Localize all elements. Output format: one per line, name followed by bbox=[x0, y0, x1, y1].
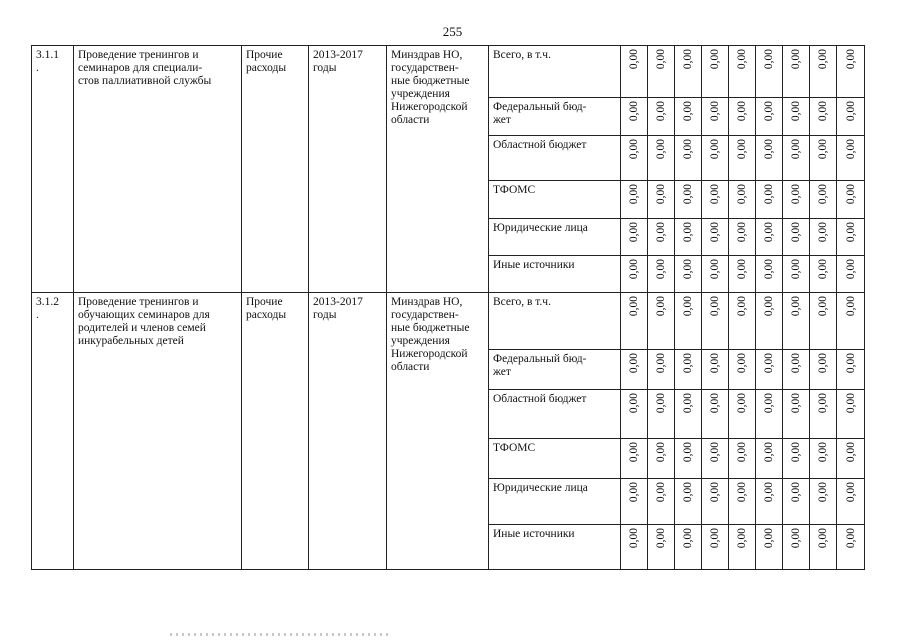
amount-value: 0,00 bbox=[709, 442, 721, 463]
amount-value: 0,00 bbox=[655, 222, 667, 243]
amount-value: 0,00 bbox=[844, 259, 857, 280]
amount-value: 0,00 bbox=[790, 49, 802, 70]
amount-value: 0,00 bbox=[655, 49, 667, 70]
amount-cell bbox=[729, 350, 756, 390]
amount-cell bbox=[675, 256, 702, 293]
amount-value: 0,00 bbox=[790, 442, 802, 463]
funding-source: Областной бюджет bbox=[489, 136, 621, 181]
amount-cell bbox=[621, 525, 648, 570]
amount-value: 0,00 bbox=[790, 482, 802, 503]
amount-value: 0,00 bbox=[763, 353, 775, 374]
amount-cell bbox=[621, 219, 648, 256]
amount-cell bbox=[756, 525, 783, 570]
amount-cell bbox=[675, 390, 702, 439]
amount-cell bbox=[702, 46, 729, 98]
amount-cell bbox=[783, 136, 810, 181]
amount-value: 0,00 bbox=[628, 184, 640, 205]
amount-cell bbox=[783, 256, 810, 293]
amount-value: 0,00 bbox=[655, 139, 667, 160]
amount-value: 0,00 bbox=[709, 528, 721, 549]
amount-cell bbox=[837, 98, 865, 136]
amount-value: 0,00 bbox=[736, 482, 748, 503]
activity-name: Проведение тренингов и обучающих семинаров для родителей и членов семей инкурабельных детей bbox=[74, 293, 242, 570]
amount-cell bbox=[810, 181, 837, 219]
amount-value: 0,00 bbox=[817, 49, 829, 70]
amount-cell bbox=[675, 350, 702, 390]
amount-cell bbox=[783, 525, 810, 570]
amount-value: 0,00 bbox=[817, 353, 829, 374]
amount-value: 0,00 bbox=[844, 393, 857, 414]
amount-value: 0,00 bbox=[790, 353, 802, 374]
amount-value: 0,00 bbox=[682, 222, 694, 243]
amount-value: 0,00 bbox=[655, 442, 667, 463]
amount-value: 0,00 bbox=[763, 393, 775, 414]
amount-value: 0,00 bbox=[709, 139, 721, 160]
amount-cell bbox=[621, 256, 648, 293]
amount-value: 0,00 bbox=[655, 101, 667, 122]
amount-value: 0,00 bbox=[628, 482, 640, 503]
amount-value: 0,00 bbox=[790, 101, 802, 122]
amount-cell bbox=[648, 46, 675, 98]
amount-cell bbox=[729, 46, 756, 98]
amount-cell bbox=[756, 293, 783, 350]
amount-cell bbox=[675, 46, 702, 98]
amount-value: 0,00 bbox=[844, 528, 857, 549]
row-number: 3.1.2 . bbox=[32, 293, 74, 570]
amount-cell bbox=[729, 293, 756, 350]
amount-cell bbox=[810, 136, 837, 181]
amount-value: 0,00 bbox=[709, 101, 721, 122]
table-row bbox=[32, 293, 865, 350]
amount-cell bbox=[810, 439, 837, 479]
amount-value: 0,00 bbox=[628, 101, 640, 122]
amount-cell bbox=[648, 256, 675, 293]
executor: Минздрав НО, государствен- ные бюджетные учреждения Нижегородской области bbox=[387, 46, 489, 293]
amount-value: 0,00 bbox=[790, 259, 802, 280]
amount-cell bbox=[783, 46, 810, 98]
amount-value: 0,00 bbox=[709, 222, 721, 243]
scan-artifact bbox=[170, 633, 390, 636]
amount-value: 0,00 bbox=[682, 393, 694, 414]
amount-value: 0,00 bbox=[736, 184, 748, 205]
amount-cell bbox=[702, 439, 729, 479]
amount-cell bbox=[810, 479, 837, 525]
amount-value: 0,00 bbox=[790, 184, 802, 205]
amount-value: 0,00 bbox=[844, 353, 857, 374]
amount-cell bbox=[648, 136, 675, 181]
amount-value: 0,00 bbox=[817, 393, 829, 414]
expense-type: Прочие расходы bbox=[242, 46, 309, 293]
funding-source: ТФОМС bbox=[489, 439, 621, 479]
amount-value: 0,00 bbox=[817, 139, 829, 160]
amount-cell bbox=[675, 136, 702, 181]
amount-value: 0,00 bbox=[655, 393, 667, 414]
amount-value: 0,00 bbox=[628, 139, 640, 160]
amount-value: 0,00 bbox=[763, 139, 775, 160]
amount-value: 0,00 bbox=[655, 184, 667, 205]
funding-source: Всего, в т.ч. bbox=[489, 293, 621, 350]
amount-cell bbox=[756, 181, 783, 219]
amount-cell bbox=[702, 525, 729, 570]
funding-table bbox=[31, 45, 865, 570]
amount-cell bbox=[702, 256, 729, 293]
amount-value: 0,00 bbox=[844, 442, 857, 463]
amount-cell bbox=[783, 98, 810, 136]
amount-cell bbox=[756, 219, 783, 256]
amount-cell bbox=[783, 219, 810, 256]
amount-value: 0,00 bbox=[709, 296, 721, 317]
amount-cell bbox=[837, 293, 865, 350]
amount-cell bbox=[756, 46, 783, 98]
funding-source: Федеральный бюд- жет bbox=[489, 98, 621, 136]
amount-cell bbox=[837, 439, 865, 479]
amount-value: 0,00 bbox=[709, 482, 721, 503]
amount-value: 0,00 bbox=[628, 222, 640, 243]
amount-value: 0,00 bbox=[817, 101, 829, 122]
amount-cell bbox=[621, 136, 648, 181]
amount-cell bbox=[675, 479, 702, 525]
amount-cell bbox=[702, 350, 729, 390]
amount-value: 0,00 bbox=[790, 296, 802, 317]
amount-value: 0,00 bbox=[763, 528, 775, 549]
amount-value: 0,00 bbox=[736, 393, 748, 414]
amount-cell bbox=[729, 181, 756, 219]
amount-cell bbox=[621, 181, 648, 219]
amount-value: 0,00 bbox=[817, 528, 829, 549]
amount-cell bbox=[648, 219, 675, 256]
amount-value: 0,00 bbox=[736, 222, 748, 243]
amount-value: 0,00 bbox=[628, 528, 640, 549]
amount-value: 0,00 bbox=[682, 139, 694, 160]
amount-cell bbox=[702, 136, 729, 181]
amount-value: 0,00 bbox=[655, 528, 667, 549]
table-row bbox=[32, 46, 865, 98]
amount-cell bbox=[675, 439, 702, 479]
amount-cell bbox=[648, 293, 675, 350]
amount-cell bbox=[837, 136, 865, 181]
amount-cell bbox=[648, 350, 675, 390]
amount-cell bbox=[729, 136, 756, 181]
funding-source: Всего, в т.ч. bbox=[489, 46, 621, 98]
amount-value: 0,00 bbox=[763, 259, 775, 280]
funding-source: Юридические лица bbox=[489, 479, 621, 525]
funding-source: Иные источники bbox=[489, 256, 621, 293]
amount-cell bbox=[648, 390, 675, 439]
amount-value: 0,00 bbox=[817, 222, 829, 243]
amount-value: 0,00 bbox=[682, 101, 694, 122]
amount-value: 0,00 bbox=[682, 482, 694, 503]
period: 2013-2017 годы bbox=[309, 46, 387, 293]
executor: Минздрав НО, государствен- ные бюджетные учреждения Нижегородской области bbox=[387, 293, 489, 570]
amount-value: 0,00 bbox=[790, 393, 802, 414]
amount-cell bbox=[783, 181, 810, 219]
amount-value: 0,00 bbox=[736, 101, 748, 122]
amount-cell bbox=[675, 219, 702, 256]
amount-value: 0,00 bbox=[844, 139, 857, 160]
amount-value: 0,00 bbox=[844, 184, 857, 205]
amount-cell bbox=[837, 46, 865, 98]
amount-value: 0,00 bbox=[790, 222, 802, 243]
amount-cell bbox=[783, 479, 810, 525]
amount-value: 0,00 bbox=[736, 353, 748, 374]
amount-cell bbox=[783, 293, 810, 350]
activity-name: Проведение тренингов и семинаров для специали- стов паллиативной службы bbox=[74, 46, 242, 293]
amount-value: 0,00 bbox=[709, 353, 721, 374]
amount-value: 0,00 bbox=[736, 139, 748, 160]
amount-value: 0,00 bbox=[682, 49, 694, 70]
funding-source: Федеральный бюд- жет bbox=[489, 350, 621, 390]
amount-value: 0,00 bbox=[817, 184, 829, 205]
amount-value: 0,00 bbox=[628, 296, 640, 317]
amount-value: 0,00 bbox=[709, 393, 721, 414]
amount-value: 0,00 bbox=[709, 184, 721, 205]
amount-cell bbox=[675, 293, 702, 350]
amount-value: 0,00 bbox=[628, 49, 640, 70]
amount-value: 0,00 bbox=[763, 222, 775, 243]
amount-cell bbox=[729, 219, 756, 256]
amount-value: 0,00 bbox=[682, 442, 694, 463]
amount-value: 0,00 bbox=[817, 259, 829, 280]
amount-value: 0,00 bbox=[844, 222, 857, 243]
amount-value: 0,00 bbox=[682, 353, 694, 374]
amount-value: 0,00 bbox=[628, 442, 640, 463]
amount-cell bbox=[621, 439, 648, 479]
amount-value: 0,00 bbox=[763, 49, 775, 70]
amount-value: 0,00 bbox=[628, 259, 640, 280]
page-number: 255 bbox=[442, 24, 463, 39]
amount-value: 0,00 bbox=[736, 49, 748, 70]
amount-value: 0,00 bbox=[682, 259, 694, 280]
amount-value: 0,00 bbox=[628, 393, 640, 414]
funding-source: Иные источники bbox=[489, 525, 621, 570]
amount-value: 0,00 bbox=[763, 184, 775, 205]
amount-cell bbox=[810, 350, 837, 390]
amount-value: 0,00 bbox=[736, 296, 748, 317]
amount-cell bbox=[810, 256, 837, 293]
amount-cell bbox=[621, 98, 648, 136]
amount-cell bbox=[621, 46, 648, 98]
amount-cell bbox=[729, 479, 756, 525]
amount-value: 0,00 bbox=[790, 139, 802, 160]
amount-cell bbox=[675, 98, 702, 136]
amount-value: 0,00 bbox=[682, 528, 694, 549]
amount-value: 0,00 bbox=[655, 482, 667, 503]
amount-value: 0,00 bbox=[736, 442, 748, 463]
amount-cell bbox=[675, 525, 702, 570]
amount-cell bbox=[756, 439, 783, 479]
amount-cell bbox=[648, 439, 675, 479]
amount-cell bbox=[756, 350, 783, 390]
amount-cell bbox=[810, 46, 837, 98]
amount-cell bbox=[702, 479, 729, 525]
amount-cell bbox=[729, 98, 756, 136]
amount-cell bbox=[756, 136, 783, 181]
amount-value: 0,00 bbox=[628, 353, 640, 374]
amount-cell bbox=[756, 98, 783, 136]
amount-cell bbox=[675, 181, 702, 219]
amount-value: 0,00 bbox=[763, 482, 775, 503]
amount-value: 0,00 bbox=[817, 296, 829, 317]
funding-source: Юридические лица bbox=[489, 219, 621, 256]
amount-cell bbox=[648, 525, 675, 570]
amount-value: 0,00 bbox=[655, 296, 667, 317]
amount-value: 0,00 bbox=[790, 528, 802, 549]
amount-value: 0,00 bbox=[736, 259, 748, 280]
amount-cell bbox=[837, 525, 865, 570]
amount-cell bbox=[702, 293, 729, 350]
amount-cell bbox=[783, 390, 810, 439]
amount-cell bbox=[621, 390, 648, 439]
amount-value: 0,00 bbox=[844, 296, 857, 317]
amount-cell bbox=[810, 525, 837, 570]
amount-cell bbox=[756, 256, 783, 293]
amount-cell bbox=[702, 98, 729, 136]
amount-cell bbox=[837, 350, 865, 390]
amount-value: 0,00 bbox=[655, 259, 667, 280]
amount-cell bbox=[702, 181, 729, 219]
amount-cell bbox=[837, 479, 865, 525]
funding-source: ТФОМС bbox=[489, 181, 621, 219]
amount-cell bbox=[837, 256, 865, 293]
amount-value: 0,00 bbox=[763, 296, 775, 317]
amount-cell bbox=[837, 390, 865, 439]
amount-value: 0,00 bbox=[817, 482, 829, 503]
amount-cell bbox=[756, 479, 783, 525]
funding-source: Областной бюджет bbox=[489, 390, 621, 439]
amount-cell bbox=[702, 390, 729, 439]
amount-cell bbox=[729, 390, 756, 439]
amount-cell bbox=[729, 256, 756, 293]
amount-value: 0,00 bbox=[709, 259, 721, 280]
amount-cell bbox=[621, 350, 648, 390]
amount-value: 0,00 bbox=[682, 296, 694, 317]
amount-cell bbox=[810, 219, 837, 256]
amount-cell bbox=[729, 439, 756, 479]
amount-value: 0,00 bbox=[844, 49, 857, 70]
amount-cell bbox=[648, 98, 675, 136]
amount-value: 0,00 bbox=[655, 353, 667, 374]
amount-cell bbox=[837, 219, 865, 256]
expense-type: Прочие расходы bbox=[242, 293, 309, 570]
amount-cell bbox=[837, 181, 865, 219]
amount-cell bbox=[648, 181, 675, 219]
amount-value: 0,00 bbox=[736, 528, 748, 549]
amount-cell bbox=[783, 350, 810, 390]
period: 2013-2017 годы bbox=[309, 293, 387, 570]
amount-value: 0,00 bbox=[763, 101, 775, 122]
amount-cell bbox=[729, 525, 756, 570]
amount-cell bbox=[783, 439, 810, 479]
amount-cell bbox=[810, 98, 837, 136]
row-number: 3.1.1 . bbox=[32, 46, 74, 293]
amount-cell bbox=[810, 293, 837, 350]
amount-value: 0,00 bbox=[682, 184, 694, 205]
amount-value: 0,00 bbox=[709, 49, 721, 70]
amount-value: 0,00 bbox=[844, 482, 857, 503]
amount-value: 0,00 bbox=[817, 442, 829, 463]
amount-cell bbox=[621, 479, 648, 525]
amount-cell bbox=[648, 479, 675, 525]
amount-cell bbox=[756, 390, 783, 439]
amount-value: 0,00 bbox=[844, 101, 857, 122]
amount-cell bbox=[810, 390, 837, 439]
amount-cell bbox=[621, 293, 648, 350]
amount-value: 0,00 bbox=[763, 442, 775, 463]
amount-cell bbox=[702, 219, 729, 256]
